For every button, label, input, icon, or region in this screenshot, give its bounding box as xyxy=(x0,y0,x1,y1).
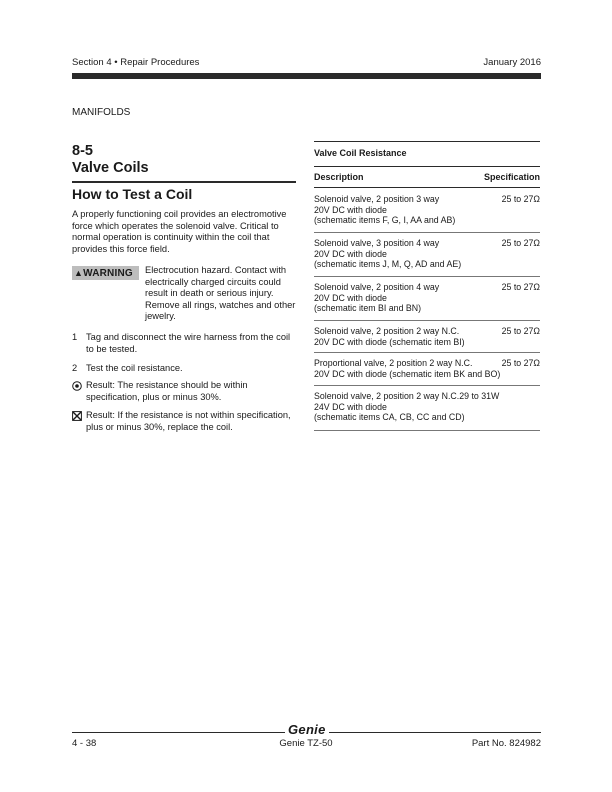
row-specification: 25 to 27Ω xyxy=(501,238,540,248)
table-caption: Valve Coil Resistance xyxy=(314,148,407,158)
section-label: MANIFOLDS xyxy=(72,107,131,118)
row-description-line: 24V DC with diode xyxy=(314,401,387,412)
warning-triangle-icon: ▲ xyxy=(74,268,84,278)
row-description-line: Solenoid valve, 3 position 4 way xyxy=(314,238,440,248)
intro-paragraph: A properly functioning coil provides an electromotive force which operates the solenoid valve. Critical to normal operation is continuity within the coil that provides this force field. xyxy=(72,209,287,254)
genie-logo: Genie xyxy=(285,722,329,737)
row-description-line: Solenoid valve, 2 position 2 way N.C. xyxy=(314,326,460,336)
table-caption-rule xyxy=(314,166,540,167)
row-description-line: (schematic items CA, CB, CC and CD) xyxy=(314,412,465,423)
row-description-line: (schematic items J, M, Q, AD and AE) xyxy=(314,259,462,270)
footer-model: Genie TZ-50 xyxy=(279,738,333,749)
warning-label: WARNING xyxy=(83,268,133,279)
row-divider xyxy=(314,320,540,321)
row-description-line: Solenoid valve, 2 position 3 way xyxy=(314,194,440,204)
footer-part-number: Part No. 824982 xyxy=(471,738,541,749)
header-section: Section 4 • Repair Procedures xyxy=(72,57,200,68)
row-divider xyxy=(314,276,540,277)
warning-badge xyxy=(72,266,139,280)
step-2 xyxy=(72,363,300,375)
table-row xyxy=(314,282,540,314)
table-row xyxy=(314,194,540,226)
row-description-line: 20V DC with diode xyxy=(314,248,387,259)
row-description-line: 20V DC with diode xyxy=(314,204,387,215)
row-divider xyxy=(314,352,540,353)
table-row xyxy=(314,238,540,270)
column-header-specification: Specification xyxy=(483,172,540,182)
row-description-line: Solenoid valve, 2 position 2 way N.C. xyxy=(314,391,460,401)
step-number: 1 xyxy=(72,332,78,342)
row-description-line: 20V DC with diode (schematic item BI) xyxy=(314,336,465,347)
check-circle-icon xyxy=(72,381,82,391)
procedure-subhead: How to Test a Coil xyxy=(72,186,193,202)
result-text: Result: The resistance should be within specification, plus or minus 30%. xyxy=(86,380,248,402)
row-description-line: Solenoid valve, 2 position 4 way xyxy=(314,282,440,292)
procedure-title: Valve Coils xyxy=(72,160,149,176)
header-rule xyxy=(72,73,541,79)
row-specification: 25 to 27Ω xyxy=(501,326,540,336)
step-number: 2 xyxy=(72,363,78,373)
row-divider xyxy=(314,385,540,386)
column-header-description: Description xyxy=(314,172,364,182)
step-1 xyxy=(72,332,300,355)
table-header-rule xyxy=(314,187,540,188)
step-text: Test the coil resistance. xyxy=(86,363,183,373)
cross-box-icon xyxy=(72,411,82,421)
title-rule xyxy=(72,181,296,183)
procedure-number: 8-5 xyxy=(72,143,93,159)
row-specification: 25 to 27Ω xyxy=(501,358,540,368)
result-pass xyxy=(72,380,300,403)
row-specification: 25 to 27Ω xyxy=(501,194,540,204)
row-divider xyxy=(314,232,540,233)
page-number: 4 - 38 xyxy=(72,738,97,749)
row-description-line: (schematic item BI and BN) xyxy=(314,303,422,314)
row-description-line: 20V DC with diode xyxy=(314,292,387,303)
table-row xyxy=(314,326,540,347)
row-description-line: 20V DC with diode (schematic item BK and BO) xyxy=(314,368,501,379)
table-top-rule xyxy=(314,141,540,142)
row-description-line: (schematic items F, G, I, AA and AB) xyxy=(314,215,456,226)
row-specification: 25 to 27Ω xyxy=(501,282,540,292)
result-fail xyxy=(72,410,300,433)
result-text: Result: If the resistance is not within specification, plus or minus 30%, replace the coil. xyxy=(86,410,291,432)
step-text: Tag and disconnect the wire harness from the coil to be tested. xyxy=(86,332,291,354)
table-row xyxy=(314,391,540,423)
row-description-line: Proportional valve, 2 position 2 way N.C. xyxy=(314,358,473,368)
row-specification: 29 to 31W xyxy=(459,391,500,401)
warning-text: Electrocution hazard. Contact with electrically charged circuits could result in death or serious injury. Remove all rings, watches and other jewelry. xyxy=(145,265,296,322)
header-date: January 2016 xyxy=(483,57,541,68)
table-row xyxy=(314,358,540,379)
table-bottom-rule xyxy=(314,430,540,431)
